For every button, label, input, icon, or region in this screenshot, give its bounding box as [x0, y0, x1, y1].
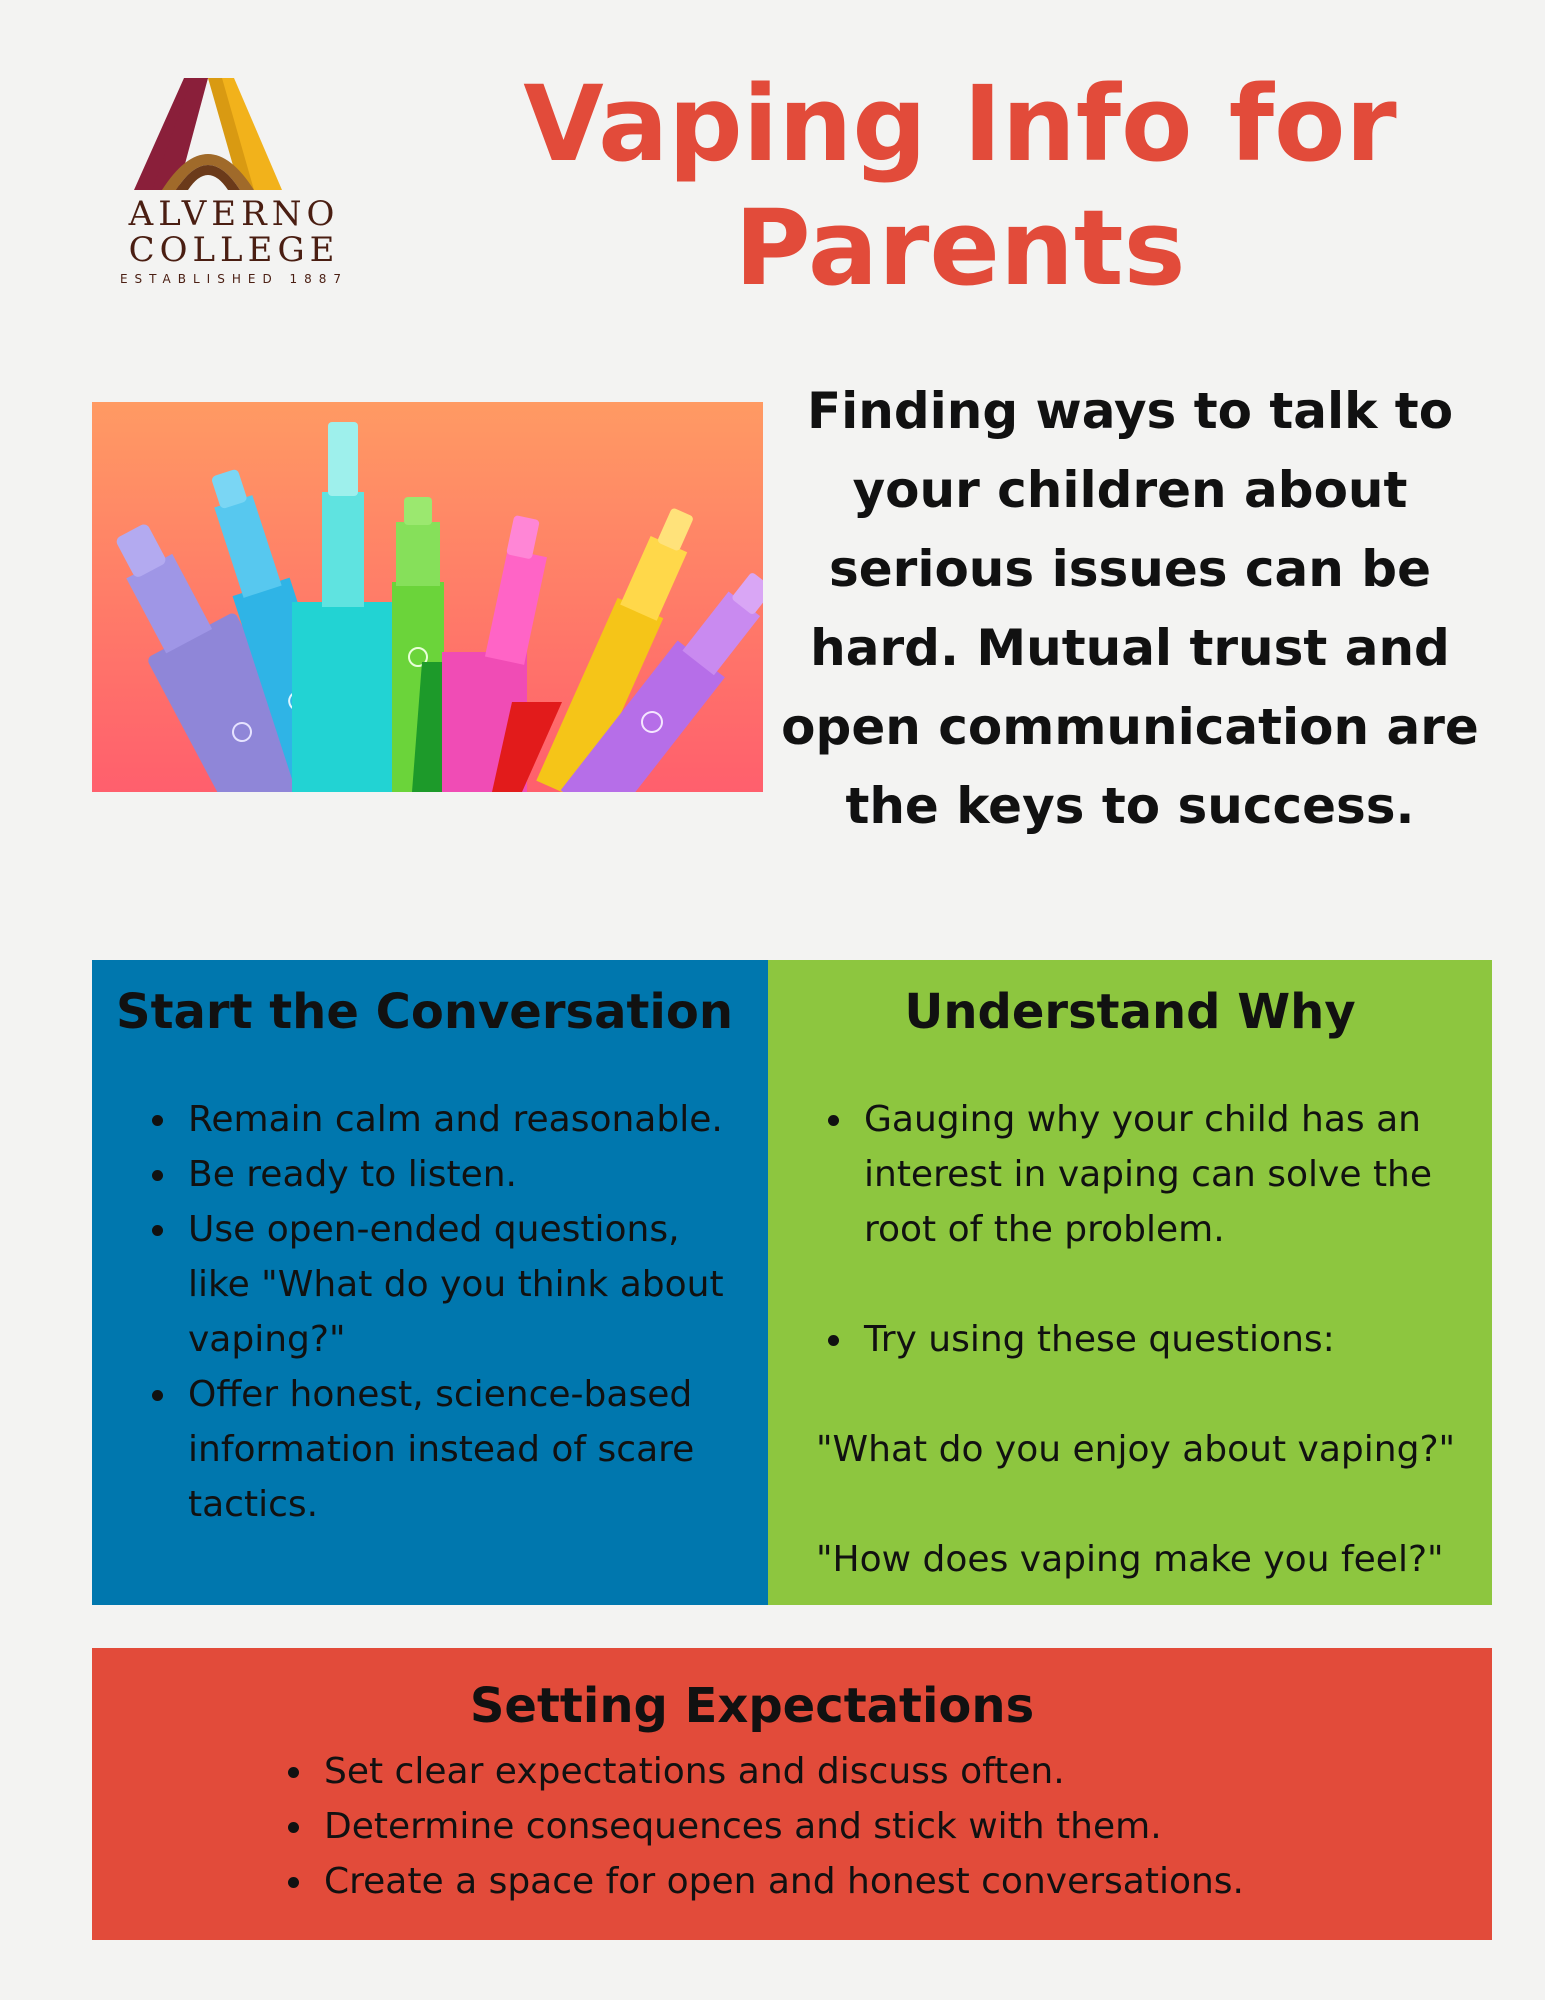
list-item: • Be ready to listen. [180, 1147, 740, 1202]
understand-why-list-2 [812, 1312, 1480, 1367]
title-line-1: Vaping Info for [523, 63, 1397, 185]
intro-line: the keys to success. [845, 777, 1415, 835]
question-1: "What do you enjoy about vaping?" [816, 1429, 1456, 1470]
start-conversation-panel [92, 960, 768, 1605]
intro-line: Finding ways to talk to [806, 382, 1454, 440]
logo-established: ESTABLISHED 1887 [119, 272, 349, 286]
title-line-2: Parents [734, 187, 1186, 309]
list-item: • Use open-ended questions, like "What do you think about vaping?" [180, 1202, 740, 1367]
question-2: "How does vaping make you feel?" [816, 1539, 1444, 1580]
intro-line: serious issues can be [828, 540, 1431, 598]
list-item: • Create a space for open and honest conversations. [316, 1854, 1416, 1909]
understand-why-panel [768, 960, 1492, 1605]
intro-line: hard. Mutual trust and [810, 619, 1450, 677]
vape-pens-icon [92, 402, 763, 792]
list-item: • Remain calm and reasonable. [180, 1092, 740, 1147]
alverno-college-logo [104, 78, 364, 288]
logo-name-college: COLLEGE [128, 230, 340, 270]
page-title [440, 62, 1480, 310]
start-conversation-title: Start the Conversation [116, 984, 734, 1040]
list-item: • Set clear expectations and discuss often. [316, 1744, 1416, 1799]
list-item: • Try using these questions: [856, 1312, 1480, 1367]
setting-expectations-title: Setting Expectations [469, 1678, 1035, 1734]
intro-text [780, 372, 1480, 846]
list-item: • Offer honest, science-based information instead of scare tactics. [180, 1367, 740, 1532]
intro-line: open communication are [781, 698, 1479, 756]
alverno-a-mark-icon [104, 78, 364, 193]
logo-name-alverno: ALVERNO [128, 194, 340, 234]
intro-line: your children about [852, 461, 1408, 519]
understand-why-list-1 [812, 1092, 1480, 1257]
setting-expectations-panel [92, 1648, 1492, 1940]
start-conversation-list [136, 1092, 740, 1532]
list-item: • Gauging why your child has an interest in vaping can solve the root of the problem. [856, 1092, 1480, 1257]
vape-pens-illustration [92, 402, 763, 792]
list-item: • Determine consequences and stick with them. [316, 1799, 1416, 1854]
understand-why-title: Understand Why [904, 984, 1356, 1040]
setting-expectations-list [272, 1744, 1416, 1909]
